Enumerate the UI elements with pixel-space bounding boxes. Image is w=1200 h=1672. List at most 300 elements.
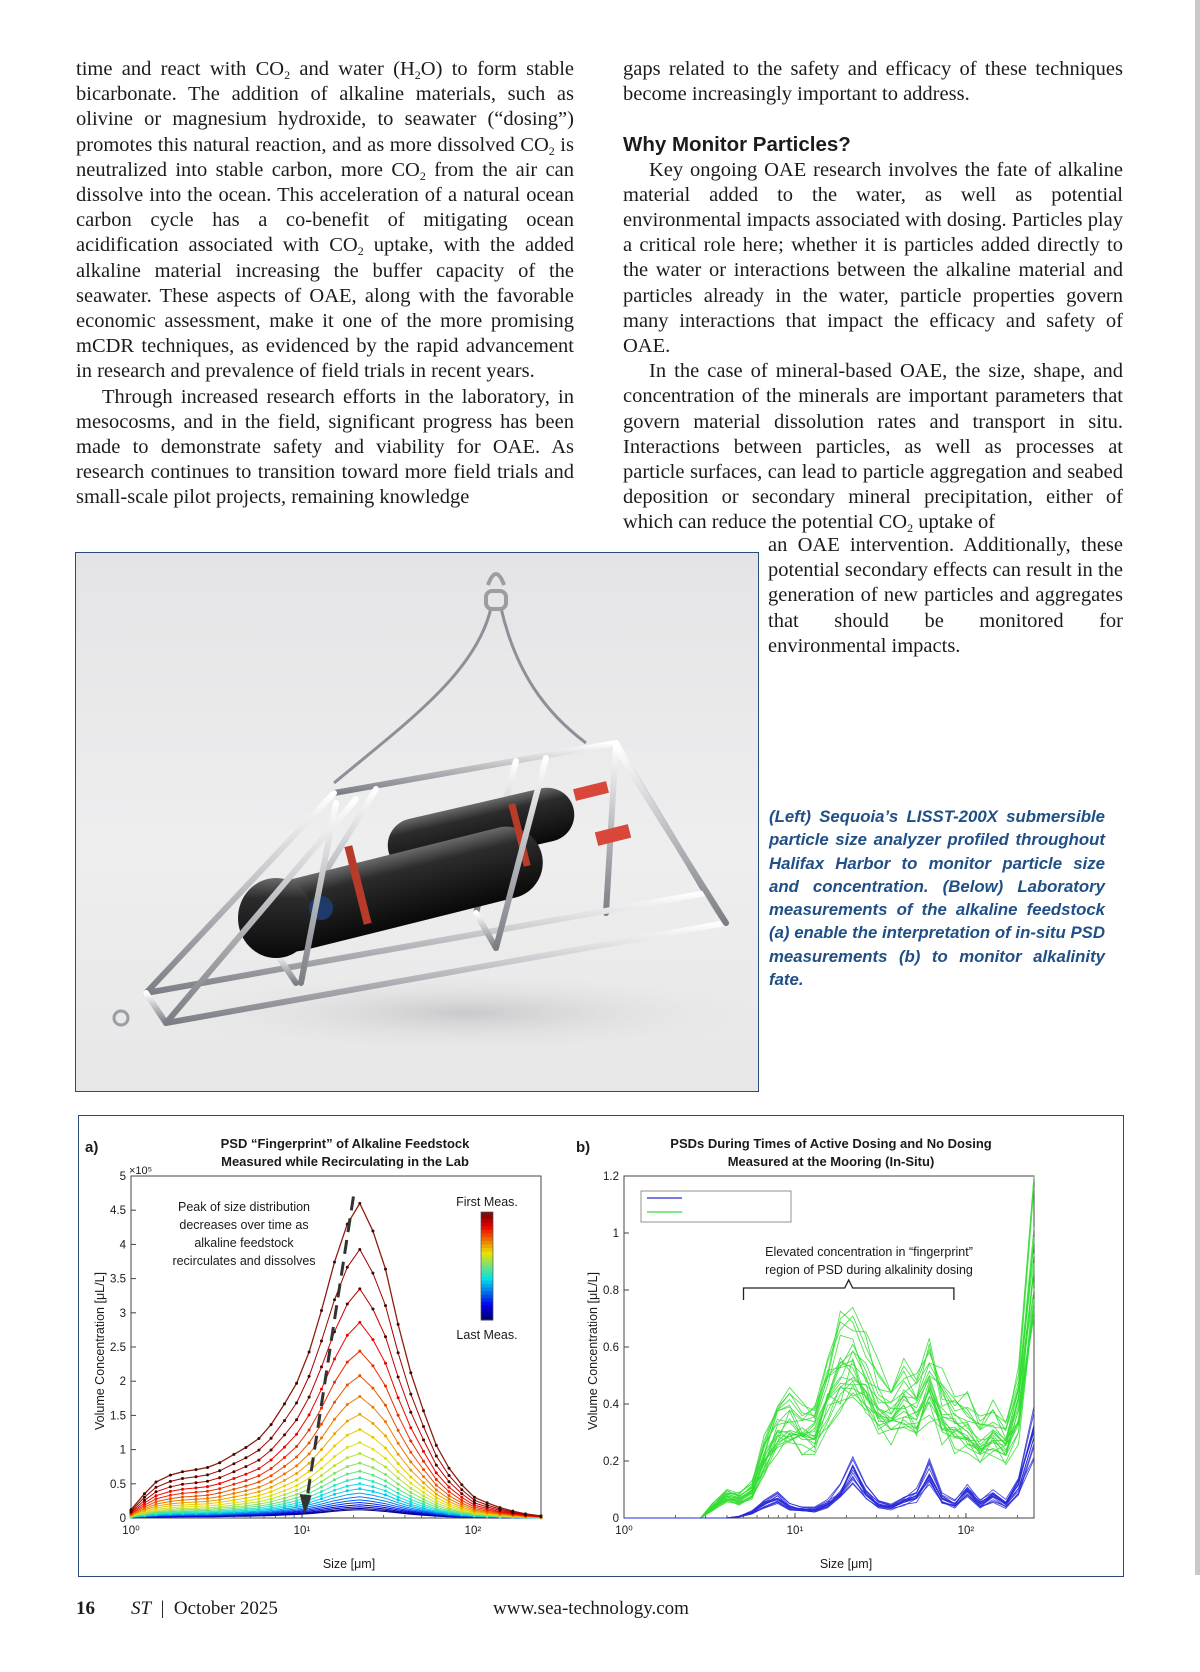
psd-point [384, 1485, 387, 1488]
panel-b-ytick-label: 1 [612, 1228, 619, 1240]
panel-a-annotation-line-4: recirculates and dissolves [172, 1254, 316, 1268]
panel-a-ytick-label: 2.5 [110, 1342, 126, 1354]
psd-point [540, 1514, 543, 1517]
psd-point [409, 1482, 412, 1485]
psd-point [422, 1486, 425, 1489]
psd-point [218, 1461, 221, 1464]
psd-point [333, 1464, 336, 1467]
psd-point [232, 1488, 235, 1491]
psd-point [206, 1500, 209, 1503]
psd-point [397, 1376, 400, 1379]
psd-series-line [624, 1308, 1034, 1518]
psd-series-line [624, 1187, 1034, 1518]
psd-point [422, 1409, 425, 1412]
psd-point [409, 1498, 412, 1501]
psd-point [358, 1470, 361, 1473]
psd-point [435, 1464, 438, 1467]
psd-point [257, 1497, 260, 1500]
psd-series-line [131, 1351, 541, 1517]
psd-point [270, 1480, 273, 1483]
psd-point [244, 1485, 247, 1488]
left-column [76, 57, 574, 511]
panel-a-title: PSD “Fingerprint” of Alkaline Feedstock [220, 1136, 470, 1151]
psd-point [218, 1469, 221, 1472]
psd-point [460, 1483, 463, 1486]
psd-point [460, 1496, 463, 1499]
psd-point [397, 1442, 400, 1445]
psd-point [435, 1493, 438, 1496]
psd-point [371, 1406, 374, 1409]
psd-point [244, 1500, 247, 1503]
psd-point [384, 1304, 387, 1307]
psd-point [283, 1497, 286, 1500]
right-column [623, 57, 1123, 536]
colorbar-segment [481, 1252, 493, 1256]
psd-point [181, 1492, 184, 1495]
colorbar-segment [481, 1280, 493, 1284]
psd-point [320, 1436, 323, 1439]
psd-point [358, 1248, 361, 1251]
psd-point [409, 1371, 412, 1374]
psd-series-line [624, 1237, 1034, 1518]
psd-point [295, 1489, 298, 1492]
psd-point [283, 1493, 286, 1496]
psd-point [320, 1467, 323, 1470]
panel-a-ytick-label: 0 [119, 1513, 126, 1525]
psd-point [384, 1385, 387, 1388]
psd-point [244, 1479, 247, 1482]
psd-point [384, 1447, 387, 1450]
psd-series-line [624, 1302, 1034, 1518]
psd-point [283, 1484, 286, 1487]
psd-point [155, 1497, 158, 1500]
panel-a-ytick-label: 1 [119, 1444, 126, 1457]
psd-point [397, 1351, 400, 1354]
panel-b-label: b) [576, 1139, 591, 1156]
panel-b-annotation-line-1: Elevated concentration in “fingerprint” [765, 1245, 973, 1259]
psd-point [169, 1485, 172, 1488]
psd-point [448, 1467, 451, 1470]
psd-point [473, 1499, 476, 1502]
psd-point [181, 1483, 184, 1486]
psd-series-line [624, 1178, 1034, 1518]
psd-point [218, 1495, 221, 1498]
psd-point [358, 1202, 361, 1205]
psd-point [409, 1491, 412, 1494]
psd-point [358, 1428, 361, 1431]
psd-point [295, 1496, 298, 1499]
psd-point [409, 1476, 412, 1479]
psd-point [384, 1268, 387, 1271]
psd-point [195, 1495, 198, 1498]
psd-point [218, 1487, 221, 1490]
panel-b-xlabel: Size [μm] [819, 1557, 873, 1571]
psd-point [346, 1434, 349, 1437]
psd-point [448, 1474, 451, 1477]
panel-b-ytick-label: 0 [612, 1513, 619, 1525]
psd-point [181, 1499, 184, 1502]
psd-point [409, 1469, 412, 1472]
psd-point [206, 1485, 209, 1488]
psd-point [384, 1404, 387, 1407]
psd-point [358, 1287, 361, 1290]
psd-point [397, 1453, 400, 1456]
psd-point [346, 1456, 349, 1459]
psd-point [435, 1455, 438, 1458]
psd-point [346, 1420, 349, 1423]
publication-abbrev: ST [131, 1598, 152, 1619]
psd-point [448, 1486, 451, 1489]
psd-point [169, 1474, 172, 1477]
psd-point [320, 1458, 323, 1461]
psd-point [181, 1477, 184, 1480]
psd-point [270, 1500, 273, 1503]
psd-point [320, 1407, 323, 1410]
colorbar-segment [481, 1212, 493, 1216]
psd-point [320, 1480, 323, 1483]
psd-point [358, 1452, 361, 1455]
psd-point [358, 1413, 361, 1416]
psd-point [232, 1462, 235, 1465]
psd-point [218, 1482, 221, 1485]
psd-point [422, 1501, 425, 1504]
psd-point [218, 1476, 221, 1479]
psd-point [195, 1481, 198, 1484]
psd-point [333, 1493, 336, 1496]
psd-point [397, 1396, 400, 1399]
psd-point [320, 1423, 323, 1426]
colorbar-segment [481, 1295, 493, 1299]
right-intro: gaps related to the safety and efficacy of these techniques become increasingly important to address. [623, 58, 1123, 106]
panel-b-ytick-label: 0.6 [603, 1342, 619, 1354]
psd-point [371, 1364, 374, 1367]
psd-point [181, 1501, 184, 1504]
psd-point [435, 1484, 438, 1487]
left-para-2: Through increased research efforts in the laboratory, in mesocosms, and in the field, significant progress has been made to demonstrate safety and viability for OAE. As research continues to transition toward more field trials and small-scale pilot projects, remaining knowledge [76, 385, 574, 509]
colorbar-segment [481, 1237, 493, 1241]
psd-point [371, 1485, 374, 1488]
psd-point [155, 1494, 158, 1497]
psd-series-line [624, 1254, 1034, 1518]
page-number: 16 [76, 1598, 95, 1619]
psd-point [257, 1449, 260, 1452]
legend-box [641, 1191, 791, 1222]
colorbar-segment [481, 1277, 493, 1281]
psd-point [511, 1510, 514, 1513]
psd-point [384, 1434, 387, 1437]
psd-point [473, 1501, 476, 1504]
psd-series-line [624, 1311, 1034, 1518]
psd-point [346, 1465, 349, 1468]
psd-point [397, 1488, 400, 1491]
psd-point [130, 1508, 133, 1511]
psd-point [435, 1478, 438, 1481]
colorbar-segment [481, 1255, 493, 1259]
psd-point [232, 1496, 235, 1499]
psd-point [384, 1466, 387, 1469]
psd-point [460, 1502, 463, 1505]
psd-point [320, 1494, 323, 1497]
psd-charts [79, 1116, 1122, 1575]
psd-point [397, 1470, 400, 1473]
panel-a-xtick-label: 10¹ [293, 1525, 311, 1537]
panel-a-label: a) [85, 1139, 99, 1156]
psd-point [181, 1488, 184, 1491]
psd-point [333, 1298, 336, 1301]
right-para-2: In the case of mineral-based OAE, the size, shape, and concentration of the minerals are important parameters that govern material dissolution rates and transport in situ. Interactions between particles, as well as processes at particle surfaces, can lead to particle aggregation and seabed deposition or secondary mineral precipitation, either of which can reduce the potential $CO_2$ uptake of [623, 360, 1123, 536]
psd-point [232, 1470, 235, 1473]
colorbar-segment [481, 1248, 493, 1252]
psd-point [346, 1384, 349, 1387]
psd-point [218, 1492, 221, 1495]
psd-point [346, 1446, 349, 1449]
psd-point [333, 1358, 336, 1361]
psd-series-line [624, 1176, 1034, 1518]
psd-point [384, 1457, 387, 1460]
psd-point [244, 1497, 247, 1500]
psd-point [295, 1479, 298, 1482]
psd-point [320, 1388, 323, 1391]
psd-series-line [131, 1289, 541, 1517]
psd-point [232, 1453, 235, 1456]
psd-point [384, 1479, 387, 1482]
psd-point [155, 1500, 158, 1503]
psd-point [295, 1382, 298, 1385]
psd-point [244, 1489, 247, 1492]
psd-point [397, 1477, 400, 1480]
psd-point [333, 1381, 336, 1384]
psd-point [486, 1501, 489, 1504]
psd-point [371, 1458, 374, 1461]
panel-a-xtick-label: 10⁰ [122, 1525, 140, 1537]
psd-point [155, 1481, 158, 1484]
psd-point [499, 1506, 502, 1509]
psd-point [409, 1495, 412, 1498]
psd-point [257, 1474, 260, 1477]
psd-point [371, 1230, 374, 1233]
colorbar-segment [481, 1298, 493, 1302]
psd-point [448, 1490, 451, 1493]
psd-point [397, 1483, 400, 1486]
psd-point [409, 1487, 412, 1490]
colorbar-segment [481, 1259, 493, 1263]
psd-point [308, 1375, 311, 1378]
psd-point [270, 1490, 273, 1493]
psd-point [283, 1500, 286, 1503]
issue-line [131, 1597, 278, 1621]
psd-point [333, 1418, 336, 1421]
psd-series-line [624, 1457, 1034, 1518]
psd-point [397, 1323, 400, 1326]
psd-point [346, 1266, 349, 1269]
psd-point [333, 1484, 336, 1487]
psd-point [473, 1496, 476, 1499]
psd-point [320, 1497, 323, 1500]
panel-b-ytick-label: 0.2 [603, 1456, 619, 1468]
psd-point [448, 1500, 451, 1503]
psd-point [384, 1335, 387, 1338]
psd-point [143, 1499, 146, 1502]
panel-b-axes-box [624, 1176, 1034, 1518]
psd-point [295, 1484, 298, 1487]
panel-a-ytick-label: 2 [119, 1376, 126, 1389]
psd-point [524, 1512, 527, 1515]
psd-point [218, 1501, 221, 1504]
psd-point [448, 1480, 451, 1483]
psd-point [346, 1334, 349, 1337]
panel-b-ylabel: Volume Concentration [μL/L] [586, 1272, 600, 1430]
psd-point [232, 1501, 235, 1504]
psd-point [422, 1425, 425, 1428]
psd-point [397, 1462, 400, 1465]
panel-a-multiplier: ×10⁵ [129, 1165, 153, 1177]
psd-point [371, 1448, 374, 1451]
psd-point [422, 1498, 425, 1501]
psd-point [371, 1474, 374, 1477]
psd-point [384, 1473, 387, 1476]
psd-point [283, 1456, 286, 1459]
colorbar-segment [481, 1219, 493, 1223]
psd-point [346, 1485, 349, 1488]
psd-point [308, 1351, 311, 1354]
psd-point [371, 1338, 374, 1341]
psd-point [270, 1467, 273, 1470]
psd-point [195, 1498, 198, 1501]
psd-point [195, 1486, 198, 1489]
panel-b-annotation-line-2: region of PSD during alkalinity dosing [765, 1263, 973, 1277]
psd-point [358, 1395, 361, 1398]
psd-point [422, 1438, 425, 1441]
psd-point [422, 1491, 425, 1494]
psd-point [333, 1445, 336, 1448]
panel-a-annotation-line-1: Peak of size distribution [177, 1200, 311, 1214]
panel-a-ylabel: Volume Concentration [μL/L] [93, 1272, 107, 1430]
psd-point [333, 1261, 336, 1264]
psd-point [346, 1473, 349, 1476]
psd-point [384, 1362, 387, 1365]
psd-point [206, 1490, 209, 1493]
psd-series-line [131, 1250, 541, 1517]
psd-point [257, 1500, 260, 1503]
colorbar-segment [481, 1262, 493, 1266]
psd-series-line [624, 1289, 1034, 1518]
psd-point [448, 1494, 451, 1497]
psd-point [435, 1471, 438, 1474]
psd-point [409, 1451, 412, 1454]
psd-point [409, 1411, 412, 1414]
psd-point [358, 1374, 361, 1377]
page-edge-bar [1195, 0, 1200, 1575]
psd-series-line [624, 1447, 1034, 1518]
psd-point [409, 1501, 412, 1504]
colorbar-segment [481, 1306, 493, 1310]
psd-point [270, 1474, 273, 1477]
psd-point [346, 1303, 349, 1306]
colorbar-segment [481, 1241, 493, 1245]
colorbar-segment [481, 1234, 493, 1238]
psd-point [232, 1483, 235, 1486]
psd-point [257, 1459, 260, 1462]
psd-point [320, 1365, 323, 1368]
psd-point [143, 1496, 146, 1499]
psd-point [206, 1466, 209, 1469]
psd-point [181, 1470, 184, 1473]
psd-point [371, 1308, 374, 1311]
figure-caption: (Left) Sequoia’s LISST-200X submersible particle size analyzer profiled throughout Halifax Harbor to monitor particle size and concentration. (Below) Laboratory measurements of the alkaline feedstock (a) enable the interpretation of in-situ PSD measurements (b) to monitor alkalinity fate. [769, 807, 1105, 990]
panel-a-xtick-label: 10² [464, 1525, 482, 1537]
psd-point [371, 1422, 374, 1425]
panel-b-subtitle: Measured at the Mooring (In-Situ) [727, 1154, 935, 1169]
psd-point [333, 1478, 336, 1481]
panel-a-ytick-label: 4 [119, 1239, 126, 1252]
panel-b-ytick-label: 0.4 [603, 1399, 619, 1411]
psd-point [270, 1459, 273, 1462]
panel-a-ytick-label: 1.5 [110, 1410, 126, 1423]
panel-a-ytick-label: 5 [119, 1171, 126, 1183]
colorbar-segment [481, 1226, 493, 1230]
psd-point [308, 1462, 311, 1465]
psd-point [371, 1480, 374, 1483]
psd-point [195, 1468, 198, 1471]
psd-point [384, 1493, 387, 1496]
colorbar-segment [481, 1291, 493, 1295]
colorbar-top-label: First Meas. [456, 1195, 518, 1209]
panel-a-ytick-label: 4.5 [110, 1205, 126, 1218]
psd-point [333, 1432, 336, 1435]
website-url: www.sea-technology.com [493, 1598, 689, 1619]
psd-point [169, 1494, 172, 1497]
psd-point [397, 1499, 400, 1502]
psd-point [435, 1499, 438, 1502]
psd-point [169, 1500, 172, 1503]
colorbar-segment [481, 1266, 493, 1270]
psd-point [358, 1441, 361, 1444]
psd-point [371, 1272, 374, 1275]
psd-point [358, 1350, 361, 1353]
psd-point [257, 1490, 260, 1493]
psd-series-line [131, 1376, 541, 1518]
psd-point [181, 1496, 184, 1499]
psd-point [358, 1476, 361, 1479]
psd-point [308, 1441, 311, 1444]
psd-point [270, 1497, 273, 1500]
psd-point [218, 1498, 221, 1501]
colorbar-segment [481, 1309, 493, 1313]
psd-point [397, 1429, 400, 1432]
psd-point [308, 1413, 311, 1416]
psd-point [295, 1464, 298, 1467]
psd-point [195, 1501, 198, 1504]
psd-point [270, 1423, 273, 1426]
psd-point [346, 1489, 349, 1492]
psd-point [308, 1429, 311, 1432]
psd-point [155, 1490, 158, 1493]
colorbar-segment [481, 1244, 493, 1248]
psd-point [422, 1475, 425, 1478]
psd-point [195, 1491, 198, 1494]
psd-series-line [131, 1203, 541, 1516]
psd-point [283, 1419, 286, 1422]
psd-point [232, 1499, 235, 1502]
psd-point [155, 1486, 158, 1489]
psd-point [283, 1479, 286, 1482]
psd-point [257, 1467, 260, 1470]
psd-point [409, 1440, 412, 1443]
colorbar-segment [481, 1284, 493, 1288]
panel-b-xtick-label: 10⁰ [615, 1525, 633, 1537]
colorbar-segment [481, 1270, 493, 1274]
psd-point [346, 1403, 349, 1406]
